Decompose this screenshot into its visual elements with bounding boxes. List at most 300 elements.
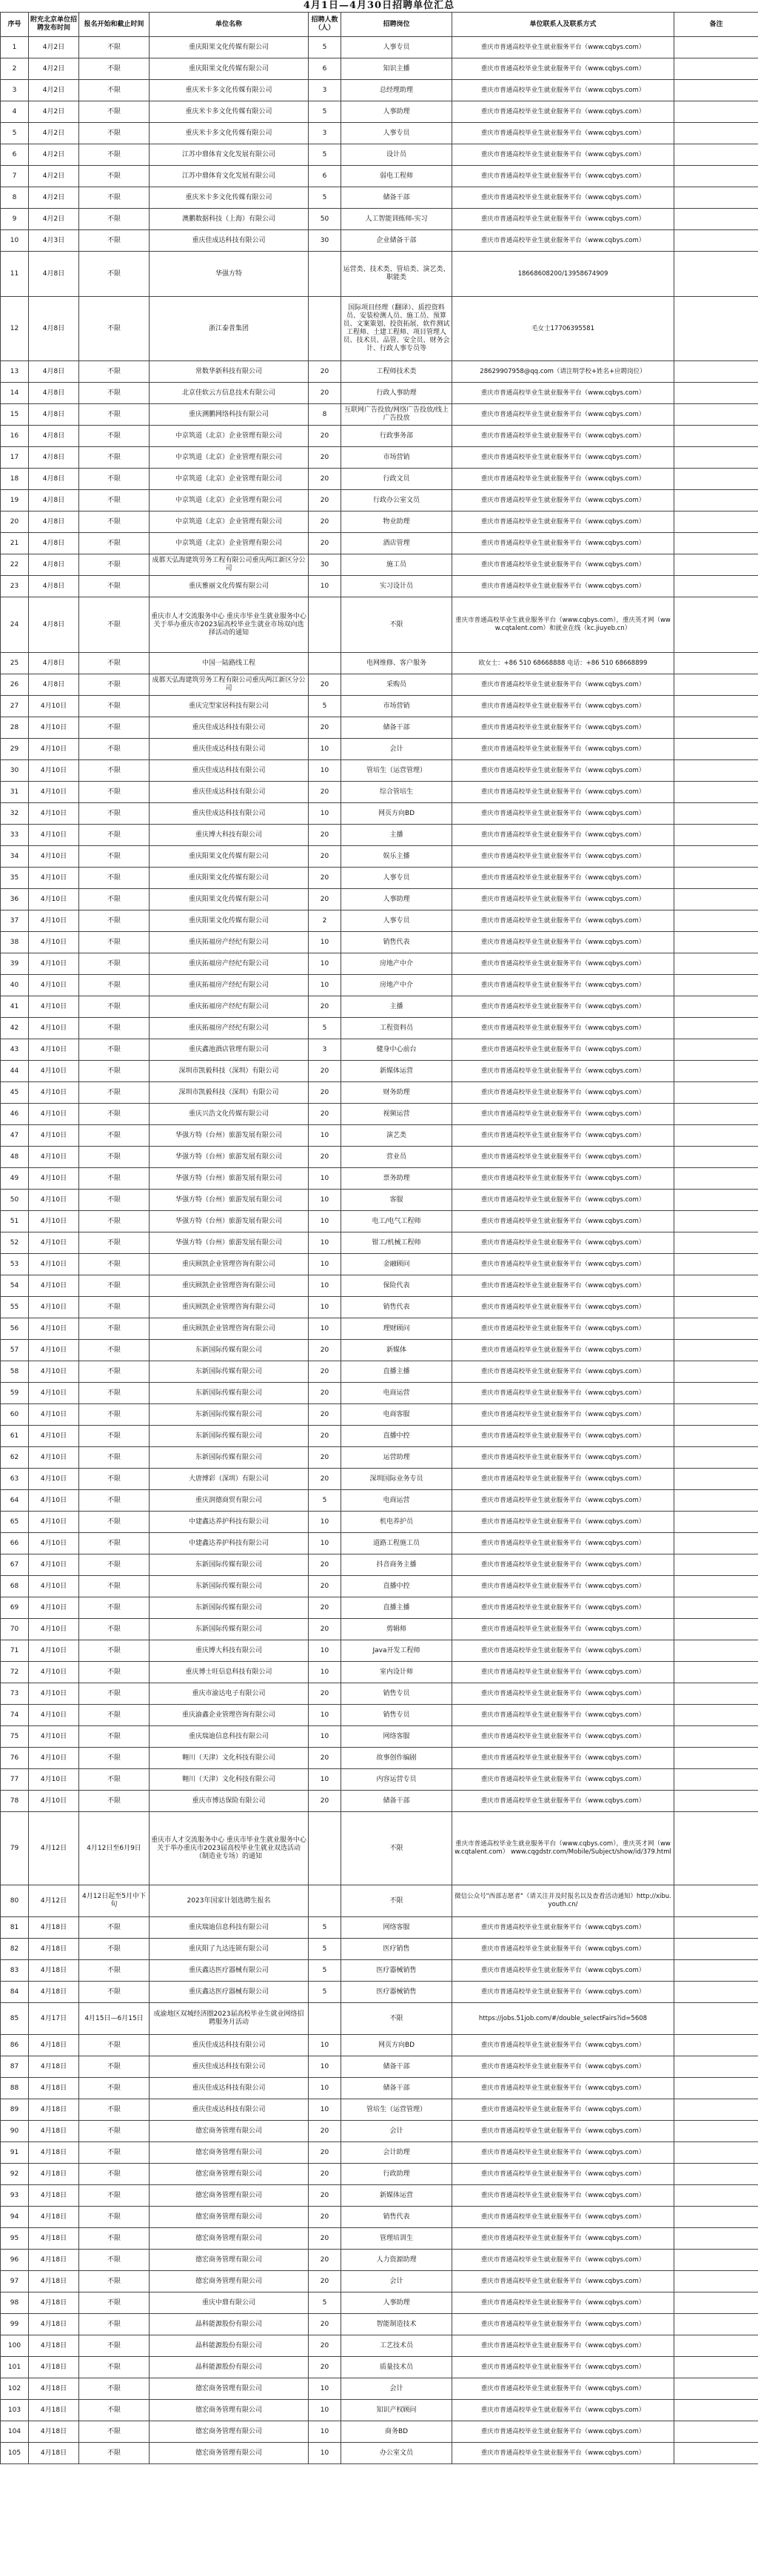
- contact-info: 重庆市普通高校毕业生就业服务平台（www.cqbys.com）: [452, 1619, 674, 1640]
- company-name: 华强方特（台州）旅游发展有限公司: [150, 1125, 309, 1147]
- company-name: 东新国际传媒有限公司: [150, 1404, 309, 1426]
- contact-info: 重庆市普通高校毕业生就业服务平台（www.cqbys.com）: [452, 1426, 674, 1447]
- apply-period: 不限: [79, 209, 150, 230]
- job-position: 储备干部: [341, 2056, 452, 2078]
- company-name: 重庆佳成达科技有限公司: [150, 782, 309, 803]
- headcount: 10: [309, 2400, 341, 2421]
- table-row: [1, 576, 758, 597]
- table-row: [1, 252, 758, 297]
- job-position: 运营类、技术类、管培类、演艺类、职能类: [341, 252, 452, 297]
- apply-period: 不限: [79, 2228, 150, 2250]
- contact-info: 重庆市普通高校毕业生就业服务平台（www.cqbys.com）: [452, 166, 674, 187]
- remarks: [674, 58, 758, 80]
- contact-info: 重庆市普通高校毕业生就业服务平台（www.cqbys.com）: [452, 2078, 674, 2099]
- contact-info: https://jobs.51job.com/#/double_selectFairs?id=5608: [452, 2003, 674, 2035]
- row-index: 43: [1, 1039, 29, 1061]
- company-name: 大唐博彩（深圳）有限公司: [150, 1469, 309, 1490]
- company-name: 重庆佳成达科技有限公司: [150, 2035, 309, 2056]
- headcount: 20: [309, 1619, 341, 1640]
- company-name: 重庆佳成达科技有限公司: [150, 2099, 309, 2121]
- publish-date: 4月10日: [29, 1211, 79, 1232]
- remarks: [674, 846, 758, 868]
- remarks: [674, 2164, 758, 2185]
- apply-period: 不限: [79, 868, 150, 889]
- publish-date: 4月18日: [29, 2400, 79, 2421]
- remarks: [674, 996, 758, 1018]
- headcount: 20: [309, 1748, 341, 1769]
- table-row: [1, 297, 758, 361]
- headcount: 20: [309, 426, 341, 447]
- table-row: [1, 166, 758, 187]
- contact-info: 重庆市普通高校毕业生就业服务平台（www.cqbys.com）: [452, 1125, 674, 1147]
- headcount: 5: [309, 1960, 341, 1982]
- remarks: [674, 739, 758, 760]
- row-index: 37: [1, 910, 29, 932]
- remarks: [674, 123, 758, 144]
- job-position: 互联网广告投放/网络广告投放/线上广告投放: [341, 404, 452, 426]
- row-index: 92: [1, 2164, 29, 2185]
- remarks: [674, 209, 758, 230]
- publish-date: 4月17日: [29, 2003, 79, 2035]
- company-name: 东新国际传媒有限公司: [150, 1340, 309, 1361]
- publish-date: 4月10日: [29, 889, 79, 910]
- company-name: 重庆阳果文化传媒有限公司: [150, 889, 309, 910]
- publish-date: 4月10日: [29, 1619, 79, 1640]
- apply-period: 不限: [79, 1297, 150, 1318]
- row-index: 59: [1, 1383, 29, 1404]
- headcount: [309, 1885, 341, 1917]
- contact-info: 重庆市普通高校毕业生就业服务平台（www.cqbys.com）: [452, 953, 674, 975]
- remarks: [674, 1748, 758, 1769]
- row-index: 21: [1, 533, 29, 554]
- table-row: [1, 739, 758, 760]
- remarks: [674, 1018, 758, 1039]
- table-row: [1, 1211, 758, 1232]
- apply-period: 不限: [79, 1705, 150, 1726]
- headcount: 20: [309, 1597, 341, 1619]
- remarks: [674, 2335, 758, 2357]
- publish-date: 4月10日: [29, 1426, 79, 1447]
- apply-period: 不限: [79, 782, 150, 803]
- company-name: 东新国际传媒有限公司: [150, 1619, 309, 1640]
- job-position: 网络客服: [341, 1917, 452, 1939]
- row-index: 93: [1, 2185, 29, 2207]
- contact-info: 重庆市普通高校毕业生就业服务平台（www.cqbys.com）: [452, 2142, 674, 2164]
- apply-period: 不限: [79, 910, 150, 932]
- headcount: 10: [309, 1297, 341, 1318]
- headcount: 20: [309, 782, 341, 803]
- publish-date: 4月10日: [29, 910, 79, 932]
- headcount: 20: [309, 511, 341, 533]
- contact-info: 重庆市普通高校毕业生就业服务平台（www.cqbys.com）: [452, 2164, 674, 2185]
- contact-info: 重庆市普通高校毕业生就业服务平台（www.cqbys.com）: [452, 187, 674, 209]
- contact-info: 重庆市普通高校毕业生就业服务平台（www.cqbys.com）: [452, 889, 674, 910]
- row-index: 63: [1, 1469, 29, 1490]
- table-row: [1, 2292, 758, 2314]
- remarks: [674, 469, 758, 490]
- row-index: 16: [1, 426, 29, 447]
- header-cell: 单位联系人及联系方式: [452, 13, 674, 37]
- contact-info: 重庆市普通高校毕业生就业服务平台（www.cqbys.com）: [452, 554, 674, 576]
- apply-period: 不限: [79, 230, 150, 252]
- apply-period: 不限: [79, 1104, 150, 1125]
- table-row: [1, 2400, 758, 2421]
- page-title: 4月1日—4月30日招聘单位汇总: [303, 0, 455, 11]
- row-index: 60: [1, 1404, 29, 1426]
- apply-period: 不限: [79, 2078, 150, 2099]
- publish-date: 4月2日: [29, 123, 79, 144]
- table-row: [1, 1018, 758, 1039]
- headcount: 20: [309, 1061, 341, 1082]
- row-index: 80: [1, 1885, 29, 1917]
- publish-date: 4月18日: [29, 2078, 79, 2099]
- row-index: 94: [1, 2207, 29, 2228]
- recruitment-table: [0, 12, 758, 2464]
- contact-info: 重庆市普通高校毕业生就业服务平台（www.cqbys.com）: [452, 1018, 674, 1039]
- headcount: 20: [309, 1447, 341, 1469]
- apply-period: 不限: [79, 2056, 150, 2078]
- job-position: 内容运营专员: [341, 1769, 452, 1791]
- table-row: [1, 717, 758, 739]
- row-index: 82: [1, 1939, 29, 1960]
- publish-date: 4月10日: [29, 760, 79, 782]
- apply-period: 4月12日至6月9日: [79, 1812, 150, 1885]
- row-index: 26: [1, 674, 29, 696]
- remarks: [674, 80, 758, 101]
- table-row: [1, 1039, 758, 1061]
- contact-info: 重庆市普通高校毕业生就业服务平台（www.cqbys.com）: [452, 803, 674, 825]
- remarks: [674, 975, 758, 996]
- publish-date: 4月10日: [29, 696, 79, 717]
- apply-period: 不限: [79, 717, 150, 739]
- contact-info: 重庆市普通高校毕业生就业服务平台（www.cqbys.com）: [452, 846, 674, 868]
- job-position: 不限: [341, 2003, 452, 2035]
- company-name: 重庆阳果文化传媒有限公司: [150, 58, 309, 80]
- headcount: 20: [309, 490, 341, 511]
- headcount: 20: [309, 1683, 341, 1705]
- headcount: [309, 653, 341, 674]
- apply-period: 不限: [79, 101, 150, 123]
- company-name: 澳鹏数据科技（上海）有限公司: [150, 209, 309, 230]
- apply-period: 不限: [79, 1275, 150, 1297]
- apply-period: 不限: [79, 1232, 150, 1254]
- apply-period: 不限: [79, 1082, 150, 1104]
- remarks: [674, 696, 758, 717]
- contact-info: 重庆市普通高校毕业生就业服务平台（www.cqbys.com）: [452, 1960, 674, 1982]
- apply-period: 不限: [79, 1039, 150, 1061]
- apply-period: 不限: [79, 1791, 150, 1812]
- job-position: 企业储备干部: [341, 230, 452, 252]
- table-row: [1, 2207, 758, 2228]
- apply-period: 不限: [79, 846, 150, 868]
- publish-date: 4月18日: [29, 2335, 79, 2357]
- company-name: 重庆博大科技有限公司: [150, 1640, 309, 1662]
- remarks: [674, 2056, 758, 2078]
- table-row: [1, 144, 758, 166]
- row-index: 87: [1, 2056, 29, 2078]
- apply-period: 不限: [79, 803, 150, 825]
- publish-date: 4月10日: [29, 1147, 79, 1168]
- remarks: [674, 1254, 758, 1275]
- row-index: 73: [1, 1683, 29, 1705]
- headcount: 5: [309, 1982, 341, 2003]
- row-index: 96: [1, 2250, 29, 2271]
- table-row: [1, 953, 758, 975]
- headcount: 10: [309, 739, 341, 760]
- apply-period: 不限: [79, 469, 150, 490]
- table-row: [1, 361, 758, 383]
- publish-date: 4月8日: [29, 361, 79, 383]
- contact-info: 重庆市普通高校毕业生就业服务平台（www.cqbys.com）: [452, 2335, 674, 2357]
- company-name: 重庆拓福房产经纪有限公司: [150, 975, 309, 996]
- apply-period: 不限: [79, 597, 150, 653]
- headcount: 10: [309, 1125, 341, 1147]
- contact-info: 重庆市普通高校毕业生就业服务平台（www.cqbys.com）: [452, 447, 674, 469]
- remarks: [674, 297, 758, 361]
- contact-info: 重庆市普通高校毕业生就业服务平台（www.cqbys.com）: [452, 1361, 674, 1383]
- table-row: [1, 383, 758, 404]
- publish-date: 4月18日: [29, 2035, 79, 2056]
- row-index: 70: [1, 1619, 29, 1640]
- apply-period: 不限: [79, 1318, 150, 1340]
- publish-date: 4月10日: [29, 996, 79, 1018]
- contact-info: 重庆市普通高校毕业生就业服务平台（www.cqbys.com）: [452, 1340, 674, 1361]
- row-index: 83: [1, 1960, 29, 1982]
- apply-period: 不限: [79, 252, 150, 297]
- table-row: [1, 1426, 758, 1447]
- apply-period: 不限: [79, 1982, 150, 2003]
- job-position: 销售代表: [341, 1297, 452, 1318]
- headcount: 10: [309, 2099, 341, 2121]
- company-name: 重庆溯鹏网络科技有限公司: [150, 404, 309, 426]
- apply-period: 不限: [79, 511, 150, 533]
- table-row: [1, 101, 758, 123]
- job-position: 剪辑师: [341, 1619, 452, 1640]
- headcount: 2: [309, 910, 341, 932]
- company-name: 深圳市凯毅科技（深圳）有限公司: [150, 1082, 309, 1104]
- company-name: 华强方特（台州）旅游发展有限公司: [150, 1168, 309, 1190]
- remarks: [674, 1275, 758, 1297]
- table-row: [1, 1361, 758, 1383]
- table-row: [1, 2314, 758, 2335]
- row-index: 1: [1, 37, 29, 58]
- publish-date: 4月10日: [29, 1061, 79, 1082]
- publish-date: 4月10日: [29, 1512, 79, 1533]
- table-row: [1, 1533, 758, 1554]
- job-position: 市场营销: [341, 447, 452, 469]
- company-name: 德宏商务管理有限公司: [150, 2250, 309, 2271]
- remarks: [674, 1147, 758, 1168]
- company-name: 重庆鑫达医疗器械有限公司: [150, 1982, 309, 2003]
- job-position: 人事专员: [341, 868, 452, 889]
- job-position: 新媒体运营: [341, 1061, 452, 1082]
- publish-date: 4月10日: [29, 803, 79, 825]
- remarks: [674, 2099, 758, 2121]
- company-name: 重庆瑞迪信息科技有限公司: [150, 1917, 309, 1939]
- company-name: 江苏中鼎体育文化发展有限公司: [150, 144, 309, 166]
- job-position: 医疗器械销售: [341, 1960, 452, 1982]
- table-row: [1, 469, 758, 490]
- company-name: 重庆佳成达科技有限公司: [150, 230, 309, 252]
- job-position: 人事专员: [341, 910, 452, 932]
- company-name: 重庆佳成达科技有限公司: [150, 803, 309, 825]
- company-name: 华强方特（台州）旅游发展有限公司: [150, 1190, 309, 1211]
- remarks: [674, 653, 758, 674]
- job-position: 不限: [341, 1812, 452, 1885]
- publish-date: 4月10日: [29, 975, 79, 996]
- company-name: 中建鑫达养护科技有限公司: [150, 1512, 309, 1533]
- apply-period: 不限: [79, 37, 150, 58]
- job-position: 知识产权顾问: [341, 2400, 452, 2421]
- remarks: [674, 1917, 758, 1939]
- table-row: [1, 1640, 758, 1662]
- apply-period: 不限: [79, 1533, 150, 1554]
- company-name: 重庆顾凯企业管理咨询有限公司: [150, 1297, 309, 1318]
- contact-info: 重庆市普通高校毕业生就业服务平台（www.cqbys.com）: [452, 230, 674, 252]
- contact-info: 重庆市普通高校毕业生就业服务平台（www.cqbys.com）: [452, 2357, 674, 2378]
- table-row: [1, 2035, 758, 2056]
- headcount: 20: [309, 825, 341, 846]
- remarks: [674, 1939, 758, 1960]
- apply-period: 不限: [79, 533, 150, 554]
- apply-period: 不限: [79, 1061, 150, 1082]
- remarks: [674, 2400, 758, 2421]
- contact-info: 重庆市普通高校毕业生就业服务平台（www.cqbys.com）: [452, 932, 674, 953]
- contact-info: 重庆市普通高校毕业生就业服务平台（www.cqbys.com）: [452, 576, 674, 597]
- remarks: [674, 447, 758, 469]
- apply-period: 不限: [79, 1254, 150, 1275]
- table-row: [1, 1469, 758, 1490]
- headcount: 20: [309, 2207, 341, 2228]
- headcount: 20: [309, 1082, 341, 1104]
- company-name: 重庆雅丽文化传媒有限公司: [150, 576, 309, 597]
- contact-info: 重庆市普通高校毕业生就业服务平台（www.cqbys.com）: [452, 2421, 674, 2443]
- job-position: 智能制造技术: [341, 2314, 452, 2335]
- apply-period: 不限: [79, 1361, 150, 1383]
- job-position: 质量技术员: [341, 2357, 452, 2378]
- company-name: 成都天弘海建筑劳务工程有限公司重庆两江新区分公司: [150, 554, 309, 576]
- apply-period: 不限: [79, 1748, 150, 1769]
- remarks: [674, 1619, 758, 1640]
- header-cell: 序号: [1, 13, 29, 37]
- job-position: 会计: [341, 739, 452, 760]
- row-index: 57: [1, 1340, 29, 1361]
- row-index: 86: [1, 2035, 29, 2056]
- row-index: 28: [1, 717, 29, 739]
- publish-date: 4月10日: [29, 1404, 79, 1426]
- apply-period: 不限: [79, 1726, 150, 1748]
- row-index: 85: [1, 2003, 29, 2035]
- contact-info: 重庆市普通高校毕业生就业服务平台（www.cqbys.com）: [452, 1082, 674, 1104]
- row-index: 62: [1, 1447, 29, 1469]
- remarks: [674, 2250, 758, 2271]
- remarks: [674, 953, 758, 975]
- contact-info: 重庆市普通高校毕业生就业服务平台（www.cqbys.com）: [452, 1726, 674, 1748]
- job-position: 储备干部: [341, 2078, 452, 2099]
- remarks: [674, 1383, 758, 1404]
- remarks: [674, 2271, 758, 2292]
- job-position: 储备干部: [341, 1791, 452, 1812]
- contact-info: 重庆市普通高校毕业生就业服务平台（www.cqbys.com）: [452, 533, 674, 554]
- row-index: 102: [1, 2378, 29, 2400]
- company-name: 中京筑道（北京）企业管理有限公司: [150, 469, 309, 490]
- remarks: [674, 1683, 758, 1705]
- remarks: [674, 1982, 758, 2003]
- row-index: 2: [1, 58, 29, 80]
- contact-info: 重庆市普通高校毕业生就业服务平台（www.cqbys.com）: [452, 511, 674, 533]
- job-position: 物业助理: [341, 511, 452, 533]
- headcount: 20: [309, 2142, 341, 2164]
- contact-info: 重庆市普通高校毕业生就业服务平台（www.cqbys.com）: [452, 717, 674, 739]
- table-row: [1, 511, 758, 533]
- remarks: [674, 1812, 758, 1885]
- publish-date: 4月10日: [29, 1640, 79, 1662]
- job-position: 人事专员: [341, 37, 452, 58]
- job-position: 会计: [341, 2271, 452, 2292]
- table-row: [1, 1982, 758, 2003]
- row-index: 34: [1, 846, 29, 868]
- row-index: 79: [1, 1812, 29, 1885]
- table-row: [1, 1318, 758, 1340]
- apply-period: 不限: [79, 2250, 150, 2271]
- remarks: [674, 576, 758, 597]
- table-row: [1, 1662, 758, 1683]
- company-name: 德宏商务管理有限公司: [150, 2142, 309, 2164]
- job-position: 医疗销售: [341, 1939, 452, 1960]
- headcount: 10: [309, 1232, 341, 1254]
- job-position: 直播主播: [341, 1597, 452, 1619]
- publish-date: 4月8日: [29, 554, 79, 576]
- contact-info: 重庆市普通高校毕业生就业服务平台（www.cqbys.com）: [452, 2035, 674, 2056]
- job-position: 管培生（运营管理）: [341, 2099, 452, 2121]
- table-row: [1, 803, 758, 825]
- publish-date: 4月8日: [29, 576, 79, 597]
- header-cell: 附充北京单位招聘发布时间: [29, 13, 79, 37]
- company-name: 晶科能源股份有限公司: [150, 2357, 309, 2378]
- apply-period: 不限: [79, 953, 150, 975]
- row-index: 45: [1, 1082, 29, 1104]
- remarks: [674, 2185, 758, 2207]
- publish-date: 4月10日: [29, 1705, 79, 1726]
- job-position: 行政人事助理: [341, 383, 452, 404]
- company-name: 东新国际传媒有限公司: [150, 1597, 309, 1619]
- headcount: 6: [309, 166, 341, 187]
- contact-info: 毛女士17706395581: [452, 297, 674, 361]
- remarks: [674, 597, 758, 653]
- publish-date: 4月8日: [29, 597, 79, 653]
- publish-date: 4月8日: [29, 447, 79, 469]
- publish-date: 4月18日: [29, 2121, 79, 2142]
- remarks: [674, 404, 758, 426]
- table-row: [1, 1147, 758, 1168]
- remarks: [674, 2142, 758, 2164]
- apply-period: 4月12日起至5月中下旬: [79, 1885, 150, 1917]
- apply-period: 不限: [79, 1147, 150, 1168]
- publish-date: 4月18日: [29, 2056, 79, 2078]
- row-index: 48: [1, 1147, 29, 1168]
- contact-info: 重庆市普通高校毕业生就业服务平台（www.cqbys.com）: [452, 1254, 674, 1275]
- publish-date: 4月10日: [29, 1576, 79, 1597]
- row-index: 81: [1, 1917, 29, 1939]
- remarks: [674, 2207, 758, 2228]
- row-index: 51: [1, 1211, 29, 1232]
- contact-info: 重庆市普通高校毕业生就业服务平台（www.cqbys.com）: [452, 490, 674, 511]
- apply-period: 不限: [79, 1383, 150, 1404]
- apply-period: 不限: [79, 1640, 150, 1662]
- publish-date: 4月10日: [29, 1125, 79, 1147]
- apply-period: 不限: [79, 1168, 150, 1190]
- row-index: 15: [1, 404, 29, 426]
